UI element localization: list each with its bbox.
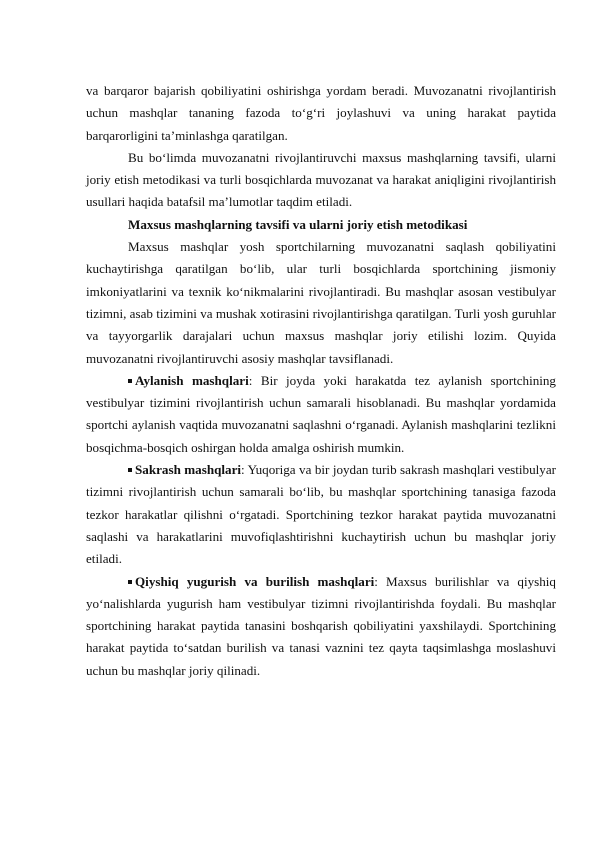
list-item-zigzag-running: [86, 571, 556, 682]
list-item-text: : Yuqoriga va bir joydan turib sakrash mashqlari vestibulyar tizimni rivojlantirish uchun samarali bo‘lib, bu mashqlar sportchining tanasiga fazoda tezkor harakatlar qilishni o‘rgatadi. Sportchining tezkor harakat paytida muvozanatni saqlashi va harakatlarini muvofiqlashtirishni kuchaytirish uchun bu mashqlar joriy etiladi.: [86, 462, 556, 567]
bullet-icon: [128, 580, 132, 584]
paragraph-exercises-overview: Maxsus mashqlar yosh sportchilarning muvozanatni saqlash qobiliyatini kuchaytirishga qaratilgan bo‘lib, ular turli bosqichlarda sportchining jismoniy imkoniyatlarini va texnik ko‘nikmalarini rivojlantiradi. Bu mashqlar asosan vestibulyar tizimni, asab tizimini va mushak xotirasini rivojlantirishga qaratilgan. Turli yosh guruhlar va tayyorgarlik darajalari uchun maxsus mashqlar joriy etilishi lozim. Quyida muvozanatni rivojlantiruvchi asosiy mashqlar tavsiflanadi.: [86, 239, 556, 366]
list-item-title: Qiyshiq yugurish va burilish mashqlari: [135, 573, 375, 589]
paragraph-section-intro: Bu bo‘limda muvozanatni rivojlantiruvchi maxsus mashqlarning tavsifi, ularni joriy etish metodikasi va turli bosqichlarda muvozanat va harakat aniqligini rivojlantirish usullari haqida batafsil ma’lumotlar taqdim etiladi.: [86, 149, 556, 210]
section-heading: Maxsus mashqlarning tavsifi va ularni joriy etish metodikasi: [128, 216, 468, 232]
list-item-title: Sakrash mashqlari: [135, 462, 242, 478]
list-item-rotation: [86, 370, 556, 459]
list-item-text: : Bir joyda yoki harakatda tez aylanish sportchining vestibulyar tizimini rivojlantirish uchun samarali hisoblanadi. Bu mashqlar yordamida sportchi aylanish vaqtida muvozanatni saqlashni o‘rganadi. Aylanish mashqlarini tezlikni bosqichma-bosqich oshirgan holda amalga oshirish mumkin.: [86, 372, 556, 455]
list-item-title: Aylanish mashqlari: [135, 372, 249, 388]
list-item-jumping: [86, 459, 556, 570]
document-page: [86, 80, 556, 682]
paragraph-continuation: va barqaror bajarish qobiliyatini oshirishga yordam beradi. Muvozanatni rivojlantirish uchun mashqlar tananing fazoda to‘g‘ri joylashuvi va uning harakat paytida barqarorligini ta’minlashga qaratilgan.: [86, 83, 556, 143]
list-item-text: : Maxsus burilishlar va qiyshiq yo‘nalishlarda yugurish ham vestibulyar tizimni rivojlantirishda foydali. Bu mashqlar sportchining harakat paytida tanasini boshqarish qobiliyatini yaxshilaydi. Sportchining harakat paytida to‘satdan burilish va tanasi vaznini tez qayta taqsimlashga moslashuvi uchun bu mashqlar joriy qilinadi.: [86, 573, 556, 678]
bullet-icon: [128, 379, 132, 383]
bullet-icon: [128, 468, 132, 472]
